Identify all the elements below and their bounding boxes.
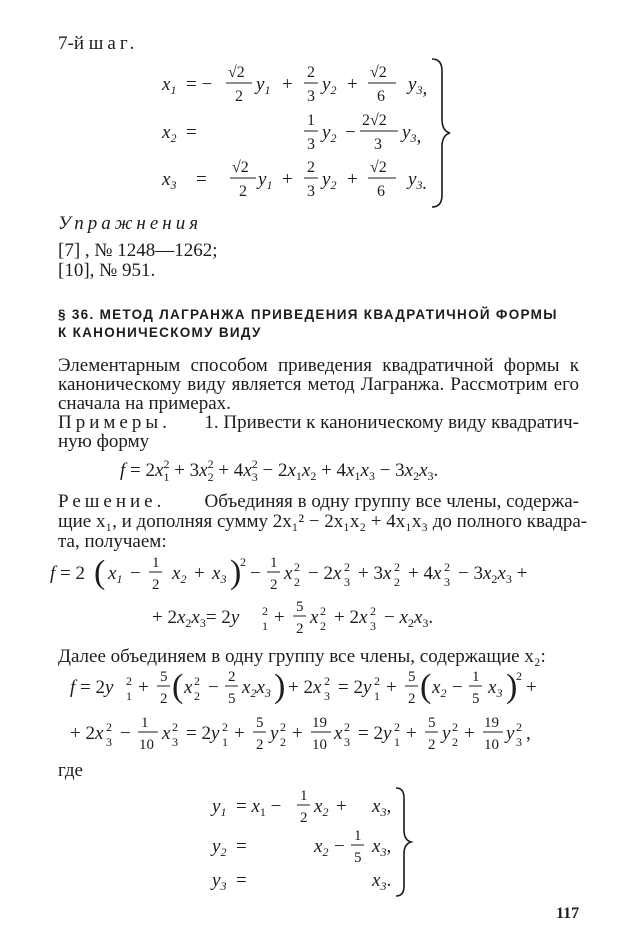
svg-text:3: 3 [374, 136, 382, 153]
svg-text:√2: √2 [228, 64, 245, 81]
svg-text:y: y [270, 723, 279, 744]
svg-text:+ 2x: + 2x [70, 723, 104, 744]
svg-text:+: + [282, 74, 293, 95]
svg-text:5: 5 [354, 850, 362, 866]
svg-text:=: = [236, 836, 247, 857]
svg-text:y3: $y_3$ [212, 870, 227, 893]
svg-text:x2: $x_2$ [172, 563, 187, 586]
equation-y2 [210, 828, 391, 866]
svg-text:− 3x2x3 +: − $3x_2x_3$ + [458, 563, 528, 586]
svg-text:1: 1 [262, 619, 268, 633]
equation-y3 [210, 870, 391, 893]
solution-line-1: Решение. Объединяя в одну группу все члены, содержа- [58, 491, 579, 512]
svg-text:5: 5 [296, 599, 304, 615]
svg-text:2: 2 [408, 691, 416, 707]
svg-text:−: − [120, 723, 131, 744]
svg-text:2: 2 [294, 560, 300, 574]
svg-text:y2: $y_2$ [322, 74, 337, 97]
svg-text:x1: $x_1$ [162, 74, 177, 97]
svg-text:− 2x: − 2x [308, 563, 342, 584]
step-heading: 7-й шаг. [58, 33, 139, 54]
svg-text:x: x [284, 563, 293, 584]
svg-text:2: 2 [394, 575, 400, 589]
svg-text:2: 2 [160, 691, 168, 707]
exercises-title: Упражнения [58, 213, 203, 234]
svg-text:10: 10 [312, 737, 327, 753]
svg-text:2: 2 [428, 737, 436, 753]
solution-line-2: щие x₁, и дополняя сумму 2x₁² − 2x₁x₂ + 4x₁x₃ до полного квадра- [58, 511, 588, 532]
svg-text:f = 2y: f = 2y [70, 677, 114, 698]
section-heading-line-2: К КАНОНИЧЕСКОМУ ВИДУ [58, 325, 262, 340]
svg-text:2: 2 [300, 810, 308, 826]
svg-text:5: 5 [408, 669, 416, 685]
svg-text:3: 3 [324, 689, 330, 703]
svg-text:x3,: $x_3$, [372, 836, 392, 859]
svg-text:x2: $x_2$ [314, 836, 329, 859]
svg-text:y3,: $y_3$, [402, 122, 422, 147]
svg-text:= 2y: = 2y [338, 677, 372, 698]
svg-text:= −: = − [186, 74, 213, 95]
svg-text:2: 2 [152, 577, 160, 593]
svg-text:+: + [282, 169, 293, 190]
svg-text:5: 5 [228, 691, 236, 707]
svg-text:=: = [236, 870, 247, 891]
svg-text:+ 2x: + 2x [334, 607, 368, 628]
svg-text:1: 1 [222, 735, 228, 749]
svg-text:2: 2 [239, 183, 247, 200]
svg-text:=: = [186, 122, 197, 143]
svg-text:2: 2 [516, 720, 522, 734]
svg-text:x3: $x_3$ [162, 169, 177, 192]
svg-text:(: ( [420, 668, 432, 705]
svg-text:y3,: $y_3$, [408, 74, 428, 99]
right-brace-2 [396, 788, 411, 896]
svg-text:3: 3 [370, 619, 376, 633]
svg-text:3: 3 [307, 183, 315, 200]
svg-text:): ) [506, 668, 518, 705]
svg-text:1: 1 [300, 788, 308, 804]
svg-text:√2: √2 [232, 159, 249, 176]
svg-text:2: 2 [444, 560, 450, 574]
svg-text:2: 2 [324, 674, 330, 688]
svg-text:+ 2x: + 2x [288, 677, 322, 698]
svg-text:19: 19 [312, 715, 327, 731]
svg-text:+: + [336, 796, 347, 817]
svg-text:2: 2 [106, 720, 112, 734]
svg-text:2: 2 [194, 674, 200, 688]
svg-text:x: x [162, 723, 171, 744]
svg-text:y2: $y_2$ [322, 169, 337, 192]
svg-text:2: 2 [320, 619, 326, 633]
equation-1-line-1 [48, 552, 578, 598]
svg-text:= 2y: = 2y [186, 723, 220, 744]
svg-text:2: 2 [270, 577, 278, 593]
svg-text:3: 3 [516, 735, 522, 749]
svg-text:10: 10 [484, 737, 499, 753]
svg-text:6: 6 [377, 88, 385, 105]
svg-text:2: 2 [374, 674, 380, 688]
svg-text:5: 5 [428, 715, 436, 731]
svg-text:3: 3 [106, 735, 112, 749]
svg-text:2: 2 [344, 560, 350, 574]
svg-text:f = 2: f = 2 [50, 563, 85, 584]
svg-text:= 2y: = 2y [358, 723, 392, 744]
svg-text:x3.: $x_3$. [372, 870, 392, 893]
svg-text:f = 2x21 + 3x22 + 4x23 − 2x1x2: $f = 2x^2$ $1 + 3x^2$ $2 + 4x^2$ $3 - 2x_1x_2 + 4x_1x_3 - 3x_2x_3$. [120, 457, 439, 484]
right-brace [432, 59, 450, 207]
svg-text:+: + [274, 607, 285, 628]
svg-text:19: 19 [484, 715, 499, 731]
svg-text:x3: $x_3$ [212, 563, 227, 586]
svg-text:x1: $x_1$ [108, 563, 123, 586]
svg-text:2: 2 [280, 735, 286, 749]
svg-text:−: − [345, 122, 356, 143]
svg-text:1: 1 [270, 555, 278, 571]
svg-text:+: + [526, 677, 537, 698]
svg-text:1: 1 [394, 735, 400, 749]
section-heading-line-1: § 36. МЕТОД ЛАГРАНЖА ПРИВЕДЕНИЯ КВАДРАТИЧНОЙ ФОРМЫ [58, 307, 558, 322]
svg-text:2: 2 [452, 720, 458, 734]
svg-text:2: 2 [394, 560, 400, 574]
intro-line-3: сначала на примерах. [58, 393, 231, 414]
equation-1-line-2 [150, 598, 450, 642]
svg-text:2: 2 [172, 720, 178, 734]
svg-text:5: 5 [160, 669, 168, 685]
svg-text:−: − [334, 836, 345, 857]
svg-text:(: ( [172, 668, 184, 705]
svg-text:x: x [310, 607, 319, 628]
svg-text:√2: √2 [370, 159, 387, 176]
svg-text:2: 2 [256, 737, 264, 753]
svg-text:2: 2 [344, 720, 350, 734]
svg-text:+: + [347, 74, 358, 95]
svg-text:2: 2 [194, 689, 200, 703]
svg-text:2: 2 [516, 669, 522, 683]
svg-text:2: 2 [296, 621, 304, 637]
svg-text:2: 2 [262, 604, 268, 618]
svg-text:x3,: $x_3$, [372, 796, 392, 819]
svg-text:y1: $y_1$ [258, 169, 273, 192]
svg-text:2: 2 [452, 735, 458, 749]
svg-text:+: + [138, 677, 149, 698]
svg-text:3: 3 [172, 735, 178, 749]
svg-text:2: 2 [280, 720, 286, 734]
further-text: Далее объединяем в одну группу все члены, содержащие x₂: [58, 646, 546, 667]
svg-text:2: 2 [222, 720, 228, 734]
where-label: где [58, 760, 83, 781]
svg-text:1: 1 [354, 828, 362, 844]
svg-text:+: + [194, 563, 205, 584]
svg-text:+ 4x: + 4x [408, 563, 442, 584]
exercise-ref-1: [7] , № 1248—1262; [58, 240, 218, 261]
svg-text:− x2x3.: − $x_2x_3$. [384, 607, 434, 630]
svg-text:−: − [250, 563, 261, 584]
equation-2-line-2 [68, 712, 578, 758]
svg-text:3: 3 [344, 575, 350, 589]
equation-x2 [161, 112, 421, 153]
svg-text:2: 2 [320, 604, 326, 618]
svg-text:(: ( [94, 554, 106, 591]
svg-text:x2: $x_2$ [162, 122, 177, 145]
svg-text:x2x3: $x_2x_3$ [242, 677, 271, 700]
svg-text:2: 2 [307, 159, 315, 176]
svg-text:√2: √2 [370, 64, 387, 81]
svg-text:y1: $y_1$ [256, 74, 271, 97]
svg-text:1: 1 [126, 689, 132, 703]
svg-text:x2: $x_2$ [314, 796, 329, 819]
svg-text:2: 2 [370, 604, 376, 618]
equation-2-line-1 [68, 666, 578, 712]
svg-text:+ 3x: + 3x [358, 563, 392, 584]
svg-text:1: 1 [141, 715, 149, 731]
svg-text:5: 5 [472, 691, 480, 707]
svg-text:+: + [386, 677, 397, 698]
svg-text:y: y [506, 723, 515, 744]
svg-text:−: − [452, 677, 463, 698]
svg-text:x: x [334, 723, 343, 744]
svg-text:+: + [464, 723, 475, 744]
equation-y1 [210, 788, 391, 826]
svg-text:+: + [234, 723, 245, 744]
equation-system-2 [208, 782, 418, 902]
svg-text:2: 2 [307, 64, 315, 81]
svg-text:2√2: 2√2 [362, 112, 387, 129]
svg-text:3: 3 [307, 136, 315, 153]
svg-text:−: − [208, 677, 219, 698]
svg-text:6: 6 [377, 183, 385, 200]
svg-text:+: + [347, 169, 358, 190]
svg-text:3: 3 [344, 735, 350, 749]
svg-text:y2: $y_2$ [212, 836, 227, 859]
svg-text:2: 2 [228, 669, 236, 685]
svg-text:): ) [230, 554, 242, 591]
svg-text:−: − [130, 563, 141, 584]
svg-text:2: 2 [294, 575, 300, 589]
svg-text:,: , [526, 723, 531, 744]
svg-text:2: 2 [235, 88, 243, 105]
equation-x1 [161, 64, 427, 105]
svg-text:2: 2 [126, 674, 132, 688]
svg-text:+ 2x2x3= 2y: + $2x_2x_3= 2y$ [152, 607, 240, 630]
svg-text:y: y [442, 723, 451, 744]
svg-text:+: + [292, 723, 303, 744]
page-number: 117 [556, 905, 580, 922]
svg-text:y2: $y_2$ [322, 122, 337, 145]
svg-text:1: 1 [374, 689, 380, 703]
svg-text:): ) [274, 668, 286, 705]
svg-text:+: + [406, 723, 417, 744]
svg-text:2: 2 [394, 720, 400, 734]
equation-x3 [161, 159, 427, 200]
intro-line-1: Элементарным способом приведения квадратичной формы к [58, 355, 579, 376]
svg-text:x2: $x_2$ [432, 677, 447, 700]
svg-text:= x1 −: = $x_1$ − [236, 796, 282, 819]
svg-text:5: 5 [256, 715, 264, 731]
svg-text:2: 2 [240, 555, 246, 569]
intro-line-2: каноническому виду является метод Лагранжа. Рассмотрим его [58, 374, 579, 395]
svg-text:1: 1 [152, 555, 160, 571]
svg-text:=: = [196, 169, 207, 190]
svg-text:x: x [184, 677, 193, 698]
solution-line-3: та, получаем: [58, 531, 167, 552]
svg-text:3: 3 [444, 575, 450, 589]
svg-text:1: 1 [307, 112, 315, 129]
quadratic-form-definition [118, 452, 518, 488]
svg-text:10: 10 [139, 737, 154, 753]
equation-system-1 [150, 55, 470, 215]
svg-text:y3.: $y_3$. [408, 169, 428, 194]
svg-text:y1: $y_1$ [212, 796, 227, 819]
example-line-2: ную форму [58, 431, 150, 452]
svg-text:1: 1 [472, 669, 480, 685]
svg-text:3: 3 [307, 88, 315, 105]
svg-text:x3: $x_3$ [488, 677, 503, 700]
example-line-1: Примеры. 1. Привести к каноническому виду квадратич- [58, 412, 579, 433]
exercise-ref-2: [10], № 951. [58, 260, 156, 281]
